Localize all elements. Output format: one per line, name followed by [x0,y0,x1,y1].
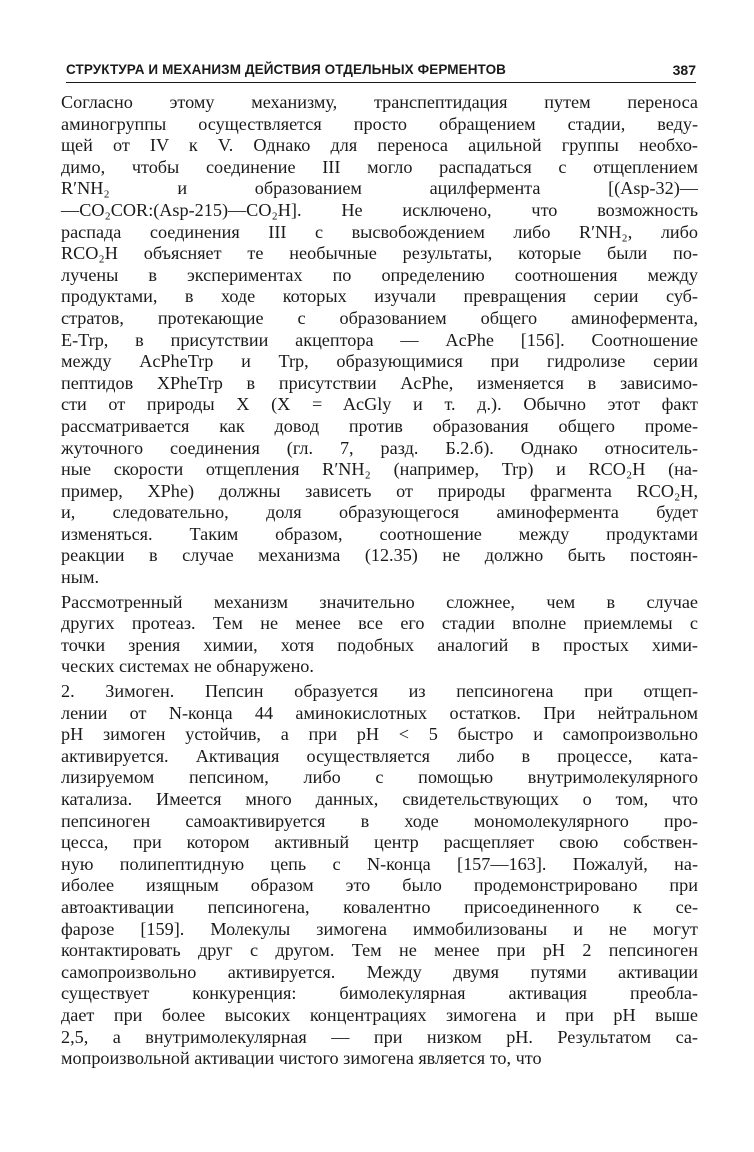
text-line: ные скорости отщепления R′NH₂ (например, Trp) и RCO₂H (на- [61,459,698,480]
text-line: существует конкуренция: бимолекулярная активация преобла- [61,983,698,1004]
header-rule [66,82,696,83]
text-line: пептидов XPheTrp в присутствии AcPhe, изменяется в зависимо- [61,372,698,393]
text-line: пример, XPhe) должны зависеть от природы фрагмента RCO₂H, [61,480,698,501]
text-line: pH зимоген устойчив, а при pH < 5 быстро и самопроизвольно [61,724,698,745]
text-line: Согласно этому механизму, транспептидация путем переноса [61,92,698,112]
text-line: ческих системах не обнаружено. [61,656,314,677]
text-line: катализа. Имеется много данных, свидетельствующих о том, что [61,789,698,809]
text-line: рассматривается как довод против образования общего проме- [61,415,698,436]
text-line: распада соединения III с высвобождением либо R′NH₂, либо [61,221,698,242]
text-line: RCO₂H объясняет те необычные результаты, которые были по- [61,243,698,264]
text-line: E-Trp, в присутствии акцептора — AcPhe [156]. Соотношение [61,329,698,350]
text-line: 2. Зимоген. Пепсин образуется из пепсиногена при отщеп- [61,681,698,702]
text-line: дает при более высоких концентрациях зимогена и при pH выше [61,1004,698,1025]
text-line: между AcPheTrp и Trp, образующимися при гидролизе серии [61,351,698,372]
text-line: стратов, протекающие с образованием общего аминофермента, [61,307,698,328]
text-line: лучены в экспериментах по определению соотношения между [61,264,698,285]
text-line: 2,5, а внутримолекулярная — при низком pH. Результатом са- [61,1026,698,1047]
text-line: автоактивации пепсиногена, ковалентно присоединенного к се- [61,896,698,917]
text-line: изменяться. Таким образом, соотношение между продуктами [61,523,698,544]
text-line: жуточного соединения (гл. 7, разд. Б.2.б). Однако относитель- [61,437,698,458]
text-line: других протеаз. Тем не менее все его стадии вполне приемлемы с [61,613,698,634]
text-line: ную полипептидную цепь с N-конца [157—163]. Пожалуй, на- [61,853,698,874]
text-line: фарозе [159]. Молекулы зимогена иммобилизованы и не могут [61,918,698,939]
text-line: пепсиноген самоактивируется в ходе мономолекулярного про- [61,810,698,831]
text-line: димо, чтобы соединение III могло распадаться с отщеплением [61,156,698,177]
text-line: сти от природы X (X = AcGly и т. д.). Обычно этот факт [61,394,698,415]
text-line: продуктами, в ходе которых изучали превращения серии суб- [61,286,698,307]
text-line: цесса, при котором активный центр расщепляет свою собствен- [61,832,698,853]
text-line: ным. [61,567,100,588]
text-line: и, следовательно, доля образующегося аминофермента будет [61,502,698,523]
running-title: СТРУКТУРА И МЕХАНИЗМ ДЕЙСТВИЯ ОТДЕЛЬНЫХ ФЕРМЕНТОВ [66,62,507,77]
text-line: активируется. Активация осуществляется либо в процессе, ката- [61,745,698,766]
paragraph [61,92,698,589]
paragraph [61,592,698,678]
text-line: щей от IV к V. Однако для переноса ацильной группы необхо- [61,135,698,156]
text-line: лении от N-конца 44 аминокислотных остатков. При нейтральном [61,702,698,723]
text-line: точки зрения химии, хотя подобных аналогий в простых хими- [61,634,698,655]
text-line: лизируемом пепсином, либо с помощью внутримолекулярного [61,767,698,788]
text-line: R′NH₂ и образованием ацилфермента [(Asp-32)— [61,178,698,199]
text-line: иболее изящным образом это было продемонстрировано при [61,875,698,896]
page-number: 387 [672,62,696,78]
text-line: контактировать друг с другом. Тем не менее при pH 2 пепсиноген [61,940,698,961]
text-line: самопроизвольно активируется. Между двумя путями активации [61,961,698,982]
text-line: Рассмотренный механизм значительно сложнее, чем в случае [61,591,698,612]
text-line: мопроизвольной активации чистого зимогена является то, что [61,1048,542,1069]
text-line: аминогруппы осуществляется просто обращением стадии, веду- [61,113,698,134]
text-line: —CO₂COR:(Asp-215)—CO₂H]. Не исключено, что возможность [61,199,698,220]
body-text [61,92,698,1070]
text-line: реакции в случае механизма (12.35) не должно быть постоян- [61,545,698,566]
paragraph [61,681,698,1070]
